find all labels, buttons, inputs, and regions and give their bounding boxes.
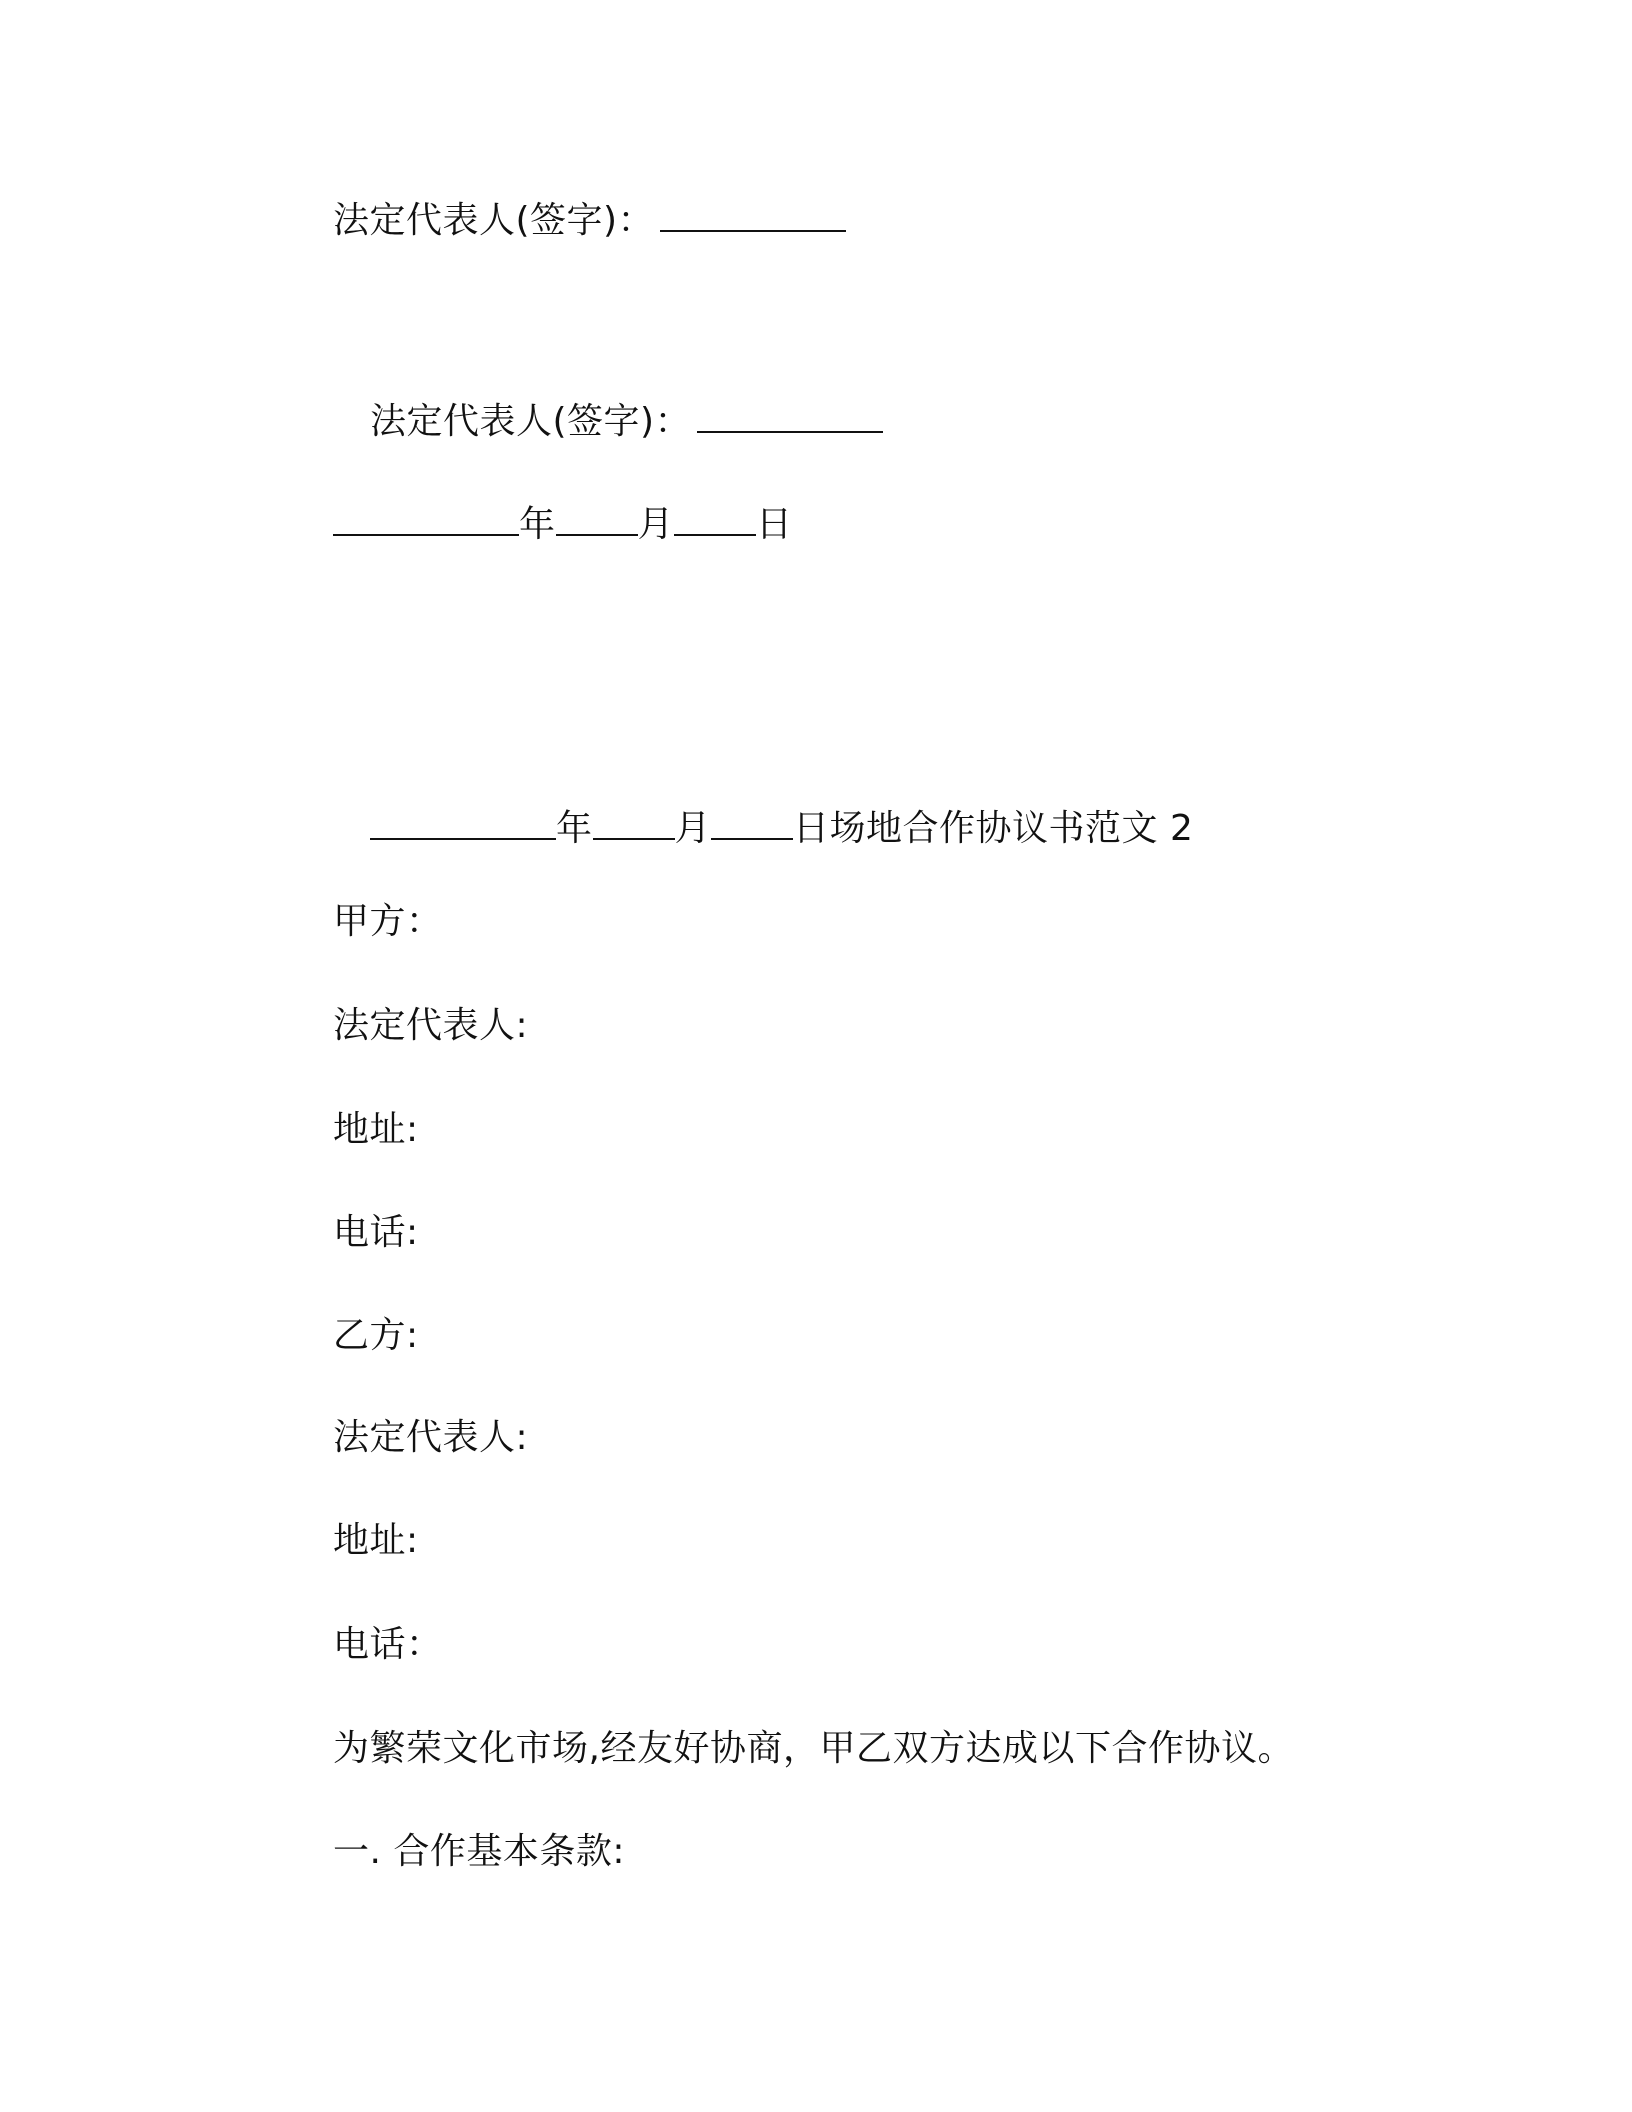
section-heading: 一. 合作基本条款: <box>333 1831 626 1872</box>
document-heading <box>370 804 1193 851</box>
party-a-rep: 法定代表人: <box>333 1005 529 1046</box>
intro-paragraph: 为繁荣文化市场,经友好协商，甲乙双方达成以下合作协议。 <box>333 1728 1294 1769</box>
day-blank <box>711 804 793 840</box>
month-blank <box>556 500 638 536</box>
year-label: 年 <box>519 504 556 545</box>
rep-signature-label: 法定代表人(签字)： <box>370 401 692 442</box>
year-blank <box>370 804 556 840</box>
party-b-label: 乙方: <box>333 1315 419 1356</box>
date-line <box>333 500 793 547</box>
month-blank <box>593 804 675 840</box>
day-label: 日 <box>756 504 793 545</box>
heading-year-label: 年 <box>556 808 593 849</box>
heading-month-label: 月 <box>674 808 712 849</box>
party-a-label: 甲方： <box>333 901 443 942</box>
signature-blank <box>697 397 883 433</box>
year-blank <box>333 500 519 536</box>
party-b-rep: 法定代表人: <box>333 1417 529 1458</box>
month-label: 月 <box>637 504 675 545</box>
signature-line-b <box>370 397 883 444</box>
party-a-phone: 电话: <box>333 1212 419 1253</box>
party-b-phone: 电话： <box>333 1624 443 1665</box>
party-b-address: 地址: <box>333 1520 419 1561</box>
signature-line-a <box>333 196 846 243</box>
party-a-address: 地址: <box>333 1109 419 1150</box>
rep-signature-label: 法定代表人(签字)： <box>333 200 655 241</box>
signature-blank <box>660 196 846 232</box>
day-blank <box>674 500 756 536</box>
heading-title: 日场地合作协议书范文 2 <box>793 808 1194 849</box>
